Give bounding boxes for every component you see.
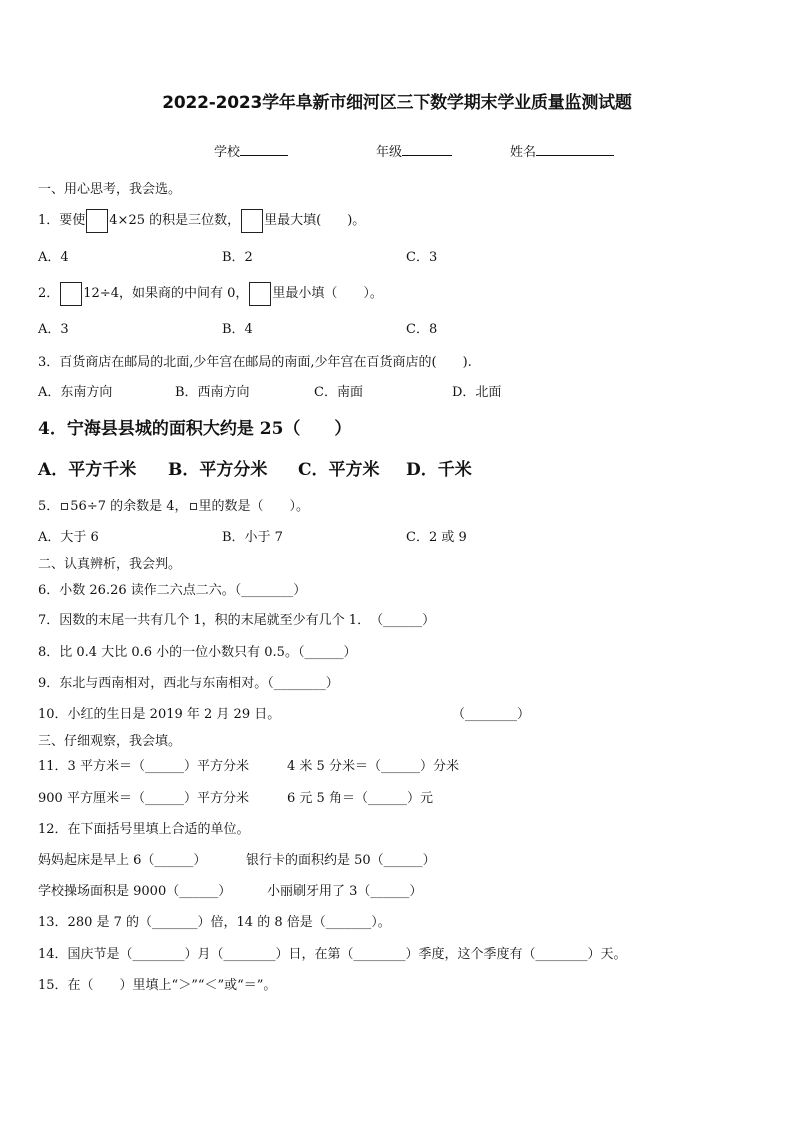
q4-option-b[interactable]: B．平方分米	[168, 460, 268, 480]
section-heading-1: 一、用心思考，我会选。	[38, 182, 182, 197]
answer-square[interactable]	[61, 503, 68, 510]
question-12: 12．在下面括号里填上合适的单位。	[38, 822, 250, 837]
name-blank[interactable]	[536, 154, 614, 156]
page-title: 2022-2023学年阜新市细河区三下数学期末学业质量监测试题	[162, 93, 632, 113]
school-blank[interactable]	[240, 154, 288, 156]
answer-box[interactable]	[249, 282, 271, 306]
question-4: 4．宁海县县城的面积大约是 25（ ）	[38, 419, 352, 439]
grade-blank[interactable]	[402, 154, 452, 156]
question-10-answer-blank[interactable]: （________）	[452, 707, 531, 722]
answer-box[interactable]	[241, 209, 263, 233]
answer-box[interactable]	[86, 209, 108, 233]
question-8: 8．比 0.4 大比 0.6 小的一位小数只有 0.5。（______）	[38, 645, 357, 660]
q2-option-c[interactable]: C．8	[406, 322, 438, 337]
q1-option-c[interactable]: C．3	[406, 250, 438, 265]
question-12-part-4: 小丽刷牙用了 3（______）	[267, 884, 423, 899]
question-11-part-4: 6 元 5 角＝（______）元	[287, 791, 433, 806]
answer-square[interactable]	[190, 503, 197, 510]
school-label: 学校	[214, 145, 241, 160]
q1-option-b[interactable]: B．2	[222, 250, 253, 265]
question-6: 6．小数 26.26 读作二六点二六。（________）	[38, 583, 307, 598]
q5-option-c[interactable]: C．2 或 9	[406, 530, 467, 545]
grade-label: 年级	[376, 145, 403, 160]
question-10: 10．小红的生日是 2019 年 2 月 29 日。	[38, 707, 281, 722]
q3-option-c[interactable]: C．南面	[314, 385, 363, 400]
question-2: 2． 12÷4，如果商的中间有 0， 里最小填（ ）。	[38, 281, 383, 307]
q3-option-a[interactable]: A．东南方向	[38, 385, 113, 400]
question-12-part-2: 银行卡的面积约是 50（______）	[246, 853, 436, 868]
school-field[interactable]	[214, 141, 288, 160]
question-11-part-3: 900 平方厘米＝（______）平方分米	[38, 791, 249, 806]
question-15: 15．在（ ）里填上“＞”“＜”或“＝”。	[38, 978, 277, 993]
name-field[interactable]	[510, 141, 614, 160]
q3-option-d[interactable]: D．北面	[452, 385, 502, 400]
question-3: 3．百货商店在邮局的北面,少年宫在邮局的南面,少年宫在百货商店的( ).	[38, 355, 472, 370]
question-13: 13．280 是 7 的（_______）倍，14 的 8 倍是（_______）。	[38, 915, 391, 930]
grade-field[interactable]	[376, 141, 452, 160]
q3-option-b[interactable]: B．西南方向	[175, 385, 250, 400]
q2-option-a[interactable]: A．3	[38, 322, 69, 337]
answer-box[interactable]	[60, 282, 82, 306]
q4-option-d[interactable]: D．千米	[406, 460, 472, 480]
q5-option-a[interactable]: A．大于 6	[38, 530, 99, 545]
name-label: 姓名	[510, 145, 537, 160]
question-14: 14．国庆节是（________）月（________）日，在第（________）季度，这个季度有（________）天。	[38, 947, 627, 962]
q4-option-a[interactable]: A．平方千米	[38, 460, 137, 480]
section-heading-3: 三、仔细观察，我会填。	[38, 734, 182, 749]
question-5: 5． 56÷7 的余数是 4， 里的数是（ ）。	[38, 499, 310, 514]
q4-option-c[interactable]: C．平方米	[298, 460, 380, 480]
q5-option-b[interactable]: B．小于 7	[222, 530, 283, 545]
question-12-part-1: 妈妈起床是早上 6（______）	[38, 853, 207, 868]
question-12-part-3: 学校操场面积是 9000（______）	[38, 884, 232, 899]
question-11-part-1: 11．3 平方米＝（______）平方分米	[38, 759, 249, 774]
q1-option-a[interactable]: A．4	[38, 250, 69, 265]
question-9: 9．东北与西南相对，西北与东南相对。（________）	[38, 676, 339, 691]
question-1: 1．要使 4×25 的积是三位数， 里最大填( )。	[38, 208, 365, 234]
question-7: 7．因数的末尾一共有几个 1，积的末尾就至少有几个 1． （______）	[38, 613, 436, 628]
question-11-part-2: 4 米 5 分米＝（______）分米	[287, 759, 459, 774]
q2-option-b[interactable]: B．4	[222, 322, 253, 337]
section-heading-2: 二、认真辨析，我会判。	[38, 557, 182, 572]
